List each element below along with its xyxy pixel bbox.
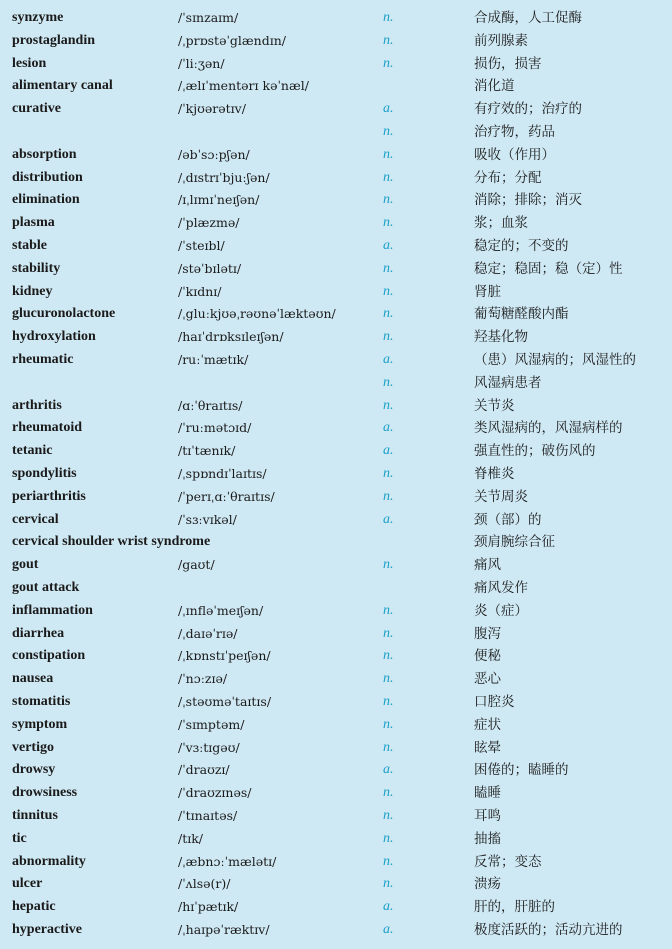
vocab-chinese-definition: 便秘 xyxy=(474,648,501,665)
vocab-phonetic: /ˌspɒndɪˈlaɪtɪs/ xyxy=(178,466,267,481)
vocab-phonetic: /ˌæbnɔːˈmælətɪ/ xyxy=(178,853,277,869)
vocab-row xyxy=(0,258,672,280)
vocab-term: absorption xyxy=(12,146,77,162)
vocab-part-of-speech: n. xyxy=(383,716,394,732)
vocab-chinese-definition: 痛风 xyxy=(474,557,501,574)
vocab-chinese-definition: 消除；排除；消灭 xyxy=(474,192,582,209)
vocab-row xyxy=(0,75,672,97)
vocab-row xyxy=(0,7,672,29)
vocab-chinese-definition: 脊椎炎 xyxy=(474,466,515,482)
vocab-phonetic: /ɑːˈθraɪtɪs/ xyxy=(178,397,243,413)
vocab-term: hyperactive xyxy=(12,922,82,937)
vocab-term: stable xyxy=(12,238,47,253)
vocab-chinese-definition: 溃疡 xyxy=(474,876,501,893)
vocab-row xyxy=(0,714,672,736)
vocab-term: tetanic xyxy=(12,443,53,459)
vocab-row xyxy=(0,212,672,234)
vocab-row xyxy=(0,919,672,941)
vocab-phonetic: /ˈʌlsə(r)/ xyxy=(178,876,231,892)
vocab-chinese-definition: 极度活跃的；活动亢进的 xyxy=(474,922,623,938)
vocab-chinese-definition: 痛风发作 xyxy=(474,580,528,596)
vocab-term: cervical xyxy=(12,511,59,527)
vocab-part-of-speech: n. xyxy=(383,671,394,687)
vocab-chinese-definition: 肾脏 xyxy=(474,283,501,300)
vocab-chinese-definition: 耳鸣 xyxy=(474,808,501,824)
vocab-part-of-speech: n. xyxy=(383,215,394,231)
vocab-term: drowsy xyxy=(12,762,56,778)
vocab-phonetic: /ɪˌlɪmɪˈneɪʃən/ xyxy=(178,192,260,208)
vocab-term: periarthritis xyxy=(12,488,86,504)
vocab-row xyxy=(0,121,672,143)
vocab-phonetic: /haɪˈdrɒksɪleɪʃən/ xyxy=(178,329,284,345)
vocab-phonetic: /əbˈsɔːpʃən/ xyxy=(178,146,250,162)
vocab-phonetic: /tɪk/ xyxy=(178,830,204,846)
vocab-row xyxy=(0,440,672,462)
vocab-row xyxy=(0,189,672,211)
vocab-chinese-definition: 颈（部）的 xyxy=(474,511,542,528)
vocab-phonetic: /ˌhaɪpəˈræktɪv/ xyxy=(178,922,270,937)
vocab-row xyxy=(0,577,672,599)
vocab-part-of-speech: n. xyxy=(383,648,394,664)
vocab-part-of-speech: n. xyxy=(383,830,394,846)
vocab-chinese-definition: 眩晕 xyxy=(474,739,501,756)
vocab-part-of-speech: n. xyxy=(383,625,394,641)
vocab-term: hydroxylation xyxy=(12,329,96,345)
vocab-term: gout xyxy=(12,557,39,573)
vocab-term: elimination xyxy=(12,192,80,208)
vocab-term: inflammation xyxy=(12,602,93,618)
vocab-chinese-definition: 肝的，肝脏的 xyxy=(474,899,555,916)
vocab-term: synzyme xyxy=(12,10,64,25)
vocab-term: symptom xyxy=(12,716,68,732)
vocab-part-of-speech: a. xyxy=(383,238,394,253)
vocab-chinese-definition: 分布；分配 xyxy=(474,169,542,186)
vocab-row xyxy=(0,30,672,52)
vocab-part-of-speech: n. xyxy=(383,694,394,709)
vocab-row xyxy=(0,691,672,713)
vocab-row xyxy=(0,668,672,690)
vocab-term: gout attack xyxy=(12,580,80,595)
vocab-row xyxy=(0,235,672,257)
vocab-part-of-speech: n. xyxy=(383,169,394,185)
vocab-phonetic: /ˌprɒstəˈglændɪn/ xyxy=(178,32,286,48)
vocab-row xyxy=(0,554,672,576)
vocab-row xyxy=(0,53,672,75)
vocab-part-of-speech: a. xyxy=(383,762,394,778)
vocab-part-of-speech: n. xyxy=(383,192,394,208)
vocab-row xyxy=(0,805,672,827)
vocab-part-of-speech: n. xyxy=(383,488,394,504)
vocab-term: curative xyxy=(12,101,61,117)
vocab-phonetic: /ˈsɪnzaɪm/ xyxy=(178,10,239,25)
vocab-row xyxy=(0,851,672,873)
vocab-chinese-definition: （患）风湿病的；风湿性的 xyxy=(474,352,636,368)
vocab-term: constipation xyxy=(12,648,86,664)
vocab-term: tinnitus xyxy=(12,808,58,823)
vocab-term: abnormality xyxy=(12,853,86,869)
vocab-row xyxy=(0,463,672,485)
vocab-term: alimentary canal xyxy=(12,78,113,94)
vocab-term: tic xyxy=(12,830,27,846)
vocab-phonetic: /ˌgluːkjʊəˌrəʊnəˈlæktəʊn/ xyxy=(178,306,336,322)
vocab-phonetic: /ˈsteɪbl/ xyxy=(178,238,225,253)
vocab-part-of-speech: n. xyxy=(383,397,394,413)
vocab-phonetic: /ˈsɜːvɪkəl/ xyxy=(178,511,237,527)
vocab-chinese-definition: 羟基化物 xyxy=(474,329,528,346)
vocab-term: arthritis xyxy=(12,397,62,413)
vocab-term: vertigo xyxy=(12,739,54,755)
vocab-part-of-speech: n. xyxy=(383,32,394,48)
vocab-part-of-speech: n. xyxy=(383,557,394,573)
vocab-chinese-definition: 抽搐 xyxy=(474,830,501,847)
vocab-part-of-speech: n. xyxy=(383,876,394,892)
vocab-chinese-definition: 腹泻 xyxy=(474,625,501,642)
vocab-phonetic: /ˌɪnfləˈmeɪʃən/ xyxy=(178,602,264,618)
vocab-row xyxy=(0,645,672,667)
vocab-row xyxy=(0,98,672,120)
vocab-phonetic: /ˈdraʊzɪ/ xyxy=(178,762,230,778)
vocab-term: kidney xyxy=(12,283,53,299)
vocab-chinese-definition: 治疗物，药品 xyxy=(474,124,555,140)
vocab-phonetic: /ˌkɒnstɪˈpeɪʃən/ xyxy=(178,648,271,664)
vocab-term: nausea xyxy=(12,671,54,687)
vocab-chinese-definition: 口腔炎 xyxy=(474,694,515,710)
vocab-part-of-speech: n. xyxy=(383,283,394,299)
vocab-part-of-speech: n. xyxy=(383,374,394,390)
vocab-chinese-definition: 消化道 xyxy=(474,78,515,95)
vocab-term: stability xyxy=(12,260,61,276)
vocab-term: plasma xyxy=(12,215,55,231)
vocab-row xyxy=(0,600,672,622)
vocab-part-of-speech: a. xyxy=(383,511,394,527)
vocab-part-of-speech: n. xyxy=(383,55,394,71)
vocab-term: distribution xyxy=(12,169,83,185)
vocab-chinese-definition: 强直性的；破伤风的 xyxy=(474,443,596,460)
vocab-row xyxy=(0,417,672,439)
vocab-term: lesion xyxy=(12,55,47,71)
vocab-phonetic: /gaʊt/ xyxy=(178,557,215,573)
vocab-chinese-definition: 恶心 xyxy=(474,671,501,688)
vocab-chinese-definition: 稳定；稳固；稳（定）性 xyxy=(474,260,623,277)
vocab-chinese-definition: 吸收（作用） xyxy=(474,146,555,163)
vocab-row xyxy=(0,782,672,804)
vocab-chinese-definition: 类风湿病的，风湿病样的 xyxy=(474,420,623,437)
vocab-phonetic: /ˈvɜːtɪgəʊ/ xyxy=(178,739,240,755)
vocab-row xyxy=(0,623,672,645)
vocab-part-of-speech: n. xyxy=(383,260,394,276)
vocab-phonetic: /stəˈbɪlətɪ/ xyxy=(178,260,242,276)
vocab-chinese-definition: 有疗效的；治疗的 xyxy=(474,101,582,118)
vocab-part-of-speech: a. xyxy=(383,899,394,915)
vocab-part-of-speech: a. xyxy=(383,922,394,937)
vocab-row xyxy=(0,873,672,895)
vocab-row xyxy=(0,896,672,918)
vocab-part-of-speech: n. xyxy=(383,124,394,139)
vocab-phonetic: /ˈplæzmə/ xyxy=(178,215,240,231)
vocab-row xyxy=(0,144,672,166)
vocab-phonetic: /ˈkjʊərətɪv/ xyxy=(178,101,246,117)
vocab-phonetic: /tɪˈtænɪk/ xyxy=(178,443,236,459)
vocab-term: rheumatoid xyxy=(12,420,82,436)
vocab-row xyxy=(0,828,672,850)
vocab-phonetic: /hɪˈpætɪk/ xyxy=(178,899,239,915)
vocab-row xyxy=(0,509,672,531)
vocab-row xyxy=(0,759,672,781)
vocab-part-of-speech: n. xyxy=(383,853,394,869)
vocab-phonetic: /ˌdaɪəˈrɪə/ xyxy=(178,625,238,641)
vocab-chinese-definition: 稳定的；不变的 xyxy=(474,238,569,254)
vocab-part-of-speech: a. xyxy=(383,420,394,436)
vocab-chinese-definition: 风湿病患者 xyxy=(474,374,542,391)
vocab-row xyxy=(0,531,672,553)
vocab-chinese-definition: 关节周炎 xyxy=(474,488,528,505)
vocab-chinese-definition: 葡萄糖醛酸内酯 xyxy=(474,306,569,323)
vocab-part-of-speech: a. xyxy=(383,101,394,117)
vocab-part-of-speech: a. xyxy=(383,352,394,367)
vocab-term: prostaglandin xyxy=(12,32,95,48)
vocab-chinese-definition: 损伤，损害 xyxy=(474,55,542,72)
vocab-part-of-speech: n. xyxy=(383,10,394,25)
vocab-chinese-definition: 困倦的；瞌睡的 xyxy=(474,762,569,779)
vocab-row xyxy=(0,349,672,371)
vocab-term: drowsiness xyxy=(12,785,78,801)
vocab-part-of-speech: n. xyxy=(383,602,394,618)
vocab-term: glucuronolactone xyxy=(12,306,116,322)
vocab-chinese-definition: 合成酶，人工促酶 xyxy=(474,10,582,26)
vocab-part-of-speech: n. xyxy=(383,808,394,823)
vocab-part-of-speech: a. xyxy=(383,443,394,459)
vocab-term: stomatitis xyxy=(12,694,71,709)
vocab-chinese-definition: 反常；变态 xyxy=(474,853,542,870)
vocab-chinese-definition: 颈肩腕综合征 xyxy=(474,534,555,551)
vocab-term: ulcer xyxy=(12,876,43,892)
vocab-row xyxy=(0,326,672,348)
vocab-phonetic: /ˌstəʊməˈtaɪtɪs/ xyxy=(178,694,272,709)
vocab-term: hepatic xyxy=(12,899,56,915)
vocab-row xyxy=(0,167,672,189)
vocab-row xyxy=(0,395,672,417)
vocab-row xyxy=(0,486,672,508)
vocab-term: rheumatic xyxy=(12,352,74,367)
vocab-phonetic: /ˌdɪstrɪˈbjuːʃən/ xyxy=(178,169,270,185)
vocab-chinese-definition: 前列腺素 xyxy=(474,32,528,49)
vocab-phonetic: /ˈnɔːzɪə/ xyxy=(178,671,228,687)
vocab-chinese-definition: 关节炎 xyxy=(474,397,515,414)
vocab-phonetic: /ˈkɪdnɪ/ xyxy=(178,283,222,299)
vocab-part-of-speech: n. xyxy=(383,785,394,801)
vocab-term: spondylitis xyxy=(12,466,77,481)
vocab-term: cervical shoulder wrist syndrome xyxy=(12,534,211,550)
vocab-term: diarrhea xyxy=(12,625,65,641)
vocab-chinese-definition: 症状 xyxy=(474,716,501,733)
vocab-phonetic: /ˈtɪnaɪtəs/ xyxy=(178,808,238,823)
vocab-part-of-speech: n. xyxy=(383,329,394,345)
vocab-row xyxy=(0,372,672,394)
vocab-part-of-speech: n. xyxy=(383,739,394,755)
vocab-chinese-definition: 浆；血浆 xyxy=(474,215,528,232)
vocab-phonetic: /ˈperɪˌɑːˈθraɪtɪs/ xyxy=(178,488,275,504)
vocab-part-of-speech: n. xyxy=(383,146,394,162)
vocab-part-of-speech: n. xyxy=(383,466,394,481)
vocab-row xyxy=(0,303,672,325)
vocab-row xyxy=(0,737,672,759)
vocab-phonetic: /ruːˈmætɪk/ xyxy=(178,352,249,367)
vocab-phonetic: /ˈliːʒən/ xyxy=(178,55,225,71)
vocab-phonetic: /ˈdraʊzɪnəs/ xyxy=(178,785,252,801)
vocab-phonetic: /ˈruːmətɔɪd/ xyxy=(178,420,252,436)
vocab-chinese-definition: 炎（症） xyxy=(474,602,528,619)
vocab-part-of-speech: n. xyxy=(383,306,394,322)
vocab-chinese-definition: 瞌睡 xyxy=(474,785,501,802)
vocab-phonetic: /ˌælɪˈmentərɪ kəˈnæl/ xyxy=(178,78,309,94)
vocab-phonetic: /ˈsɪmptəm/ xyxy=(178,716,245,732)
vocab-row xyxy=(0,281,672,303)
